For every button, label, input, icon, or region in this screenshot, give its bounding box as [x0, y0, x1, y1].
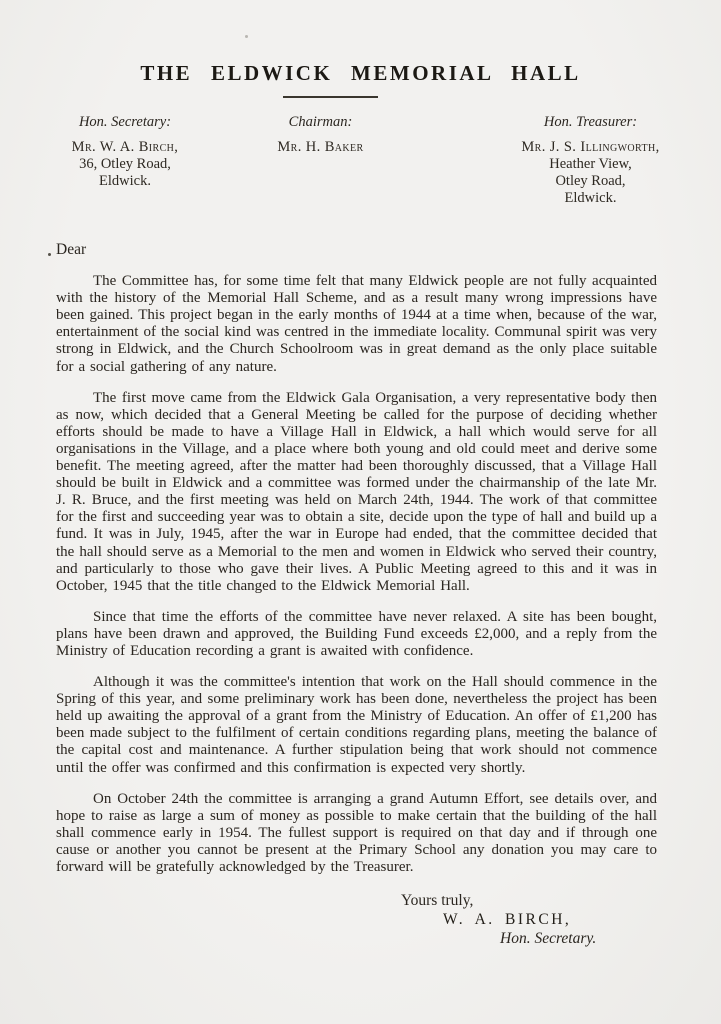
- valediction: Yours truly,: [401, 892, 474, 910]
- officer-address-line: Eldwick.: [99, 173, 151, 189]
- paragraph-4: Although it was the committee's intention that work on the Hall should commence in the Spring of this year, and some preliminary work has been done, nevertheless the project has been held up awaiting the approval of a grant from the Ministry of Education. An offer of £1,200 has been made subject to the fulfilment of certain conditions regarding plans, meeting the balance of the capital cost and maintenance. A further stipulation being that work should not commence until the offer was confirmed and this confirmation is expected very shortly.: [56, 674, 657, 776]
- signature-name: W. A. BIRCH,: [443, 911, 572, 929]
- title-underline: [283, 96, 378, 98]
- paper-speck: [245, 35, 248, 38]
- letter-title: THE ELDWICK MEMORIAL HALL: [140, 61, 581, 85]
- officer-name: Mr. H. Baker: [277, 139, 364, 155]
- closing-block: [56, 891, 657, 948]
- officer-block-secretary: [40, 114, 210, 190]
- letter-body: [56, 241, 657, 948]
- paragraph-3: Since that time the efforts of the committee have never relaxed. A site has been bought, plans have been drawn and approved, the Building Fund exceeds £2,000, and a reply from the Ministry of Education recording a grant is awaited with confidence.: [56, 608, 657, 659]
- paragraph-5: On October 24th the committee is arranging a grand Autumn Effort, see details over, and hope to raise as large a sum of money as possible to make certain that the building of the hall shall commence early in 1954. The fullest support is required on that day and if through one cause or another you cannot be present at the Primary School any donation you may care to forward will be gratefully acknowledged by the Treasurer.: [56, 790, 657, 875]
- officer-address-line: Heather View,: [549, 156, 632, 172]
- officer-role: Hon. Treasurer:: [543, 114, 638, 130]
- officer-block-treasurer: [503, 114, 678, 207]
- signature-title: Hon. Secretary.: [500, 930, 597, 948]
- officer-role: Hon. Secretary:: [78, 114, 172, 130]
- officer-name: Mr. J. S. Illingworth,: [521, 139, 660, 155]
- paragraph-2: The first move came from the Eldwick Gala Organisation, a very representative body then as now, which decided that a General Meeting be called for the purpose of deciding whether efforts should be made to have a Village Hall in Eldwick, a hall which would serve for all organisations in the Village, and a place where both young and old could meet and derive some benefit. The meeting agreed, after the matter had been thoroughly discussed, that a Village Hall should be built in Eldwick and a committee was formed under the chairmanship of the late Mr. J. R. Bruce, and the first meeting was held on March 24th, 1944. The work of that committee for the first and succeeding year was to obtain a site, decide upon the type of hall and build up a fund. It was in July, 1945, after the war in Europe had ended, that the committee decided that the hall should serve as a Memorial to the men and women in Eldwick who served their country, and particularly to those who gave their lives. A Public Meeting agreed to this and it was in October, 1945 that the title changed to the Eldwick Memorial Hall.: [56, 389, 657, 594]
- officer-address-line: Eldwick.: [564, 190, 617, 206]
- officer-address-line: 36, Otley Road,: [79, 156, 171, 172]
- officer-name: Mr. W. A. Birch,: [71, 139, 179, 155]
- paragraph-1: The Committee has, for some time felt that many Eldwick people are not fully acquainted with the history of the Memorial Hall Scheme, and as a result many wrong impressions have been gained. This project began in the early months of 1944 at a time when, because of the war, entertainment of the social kind was centred in the immediate locality. Communal spirit was very strong in Eldwick, and the Church Schoolroom was in great demand as the only place suitable for a social gathering of any nature.: [56, 273, 657, 375]
- officer-role: Chairman:: [288, 114, 353, 130]
- officer-address-line: Otley Road,: [555, 173, 626, 189]
- officer-block-chairman: [248, 114, 393, 156]
- paper-speck: [48, 253, 51, 256]
- salutation: Dear: [56, 241, 87, 258]
